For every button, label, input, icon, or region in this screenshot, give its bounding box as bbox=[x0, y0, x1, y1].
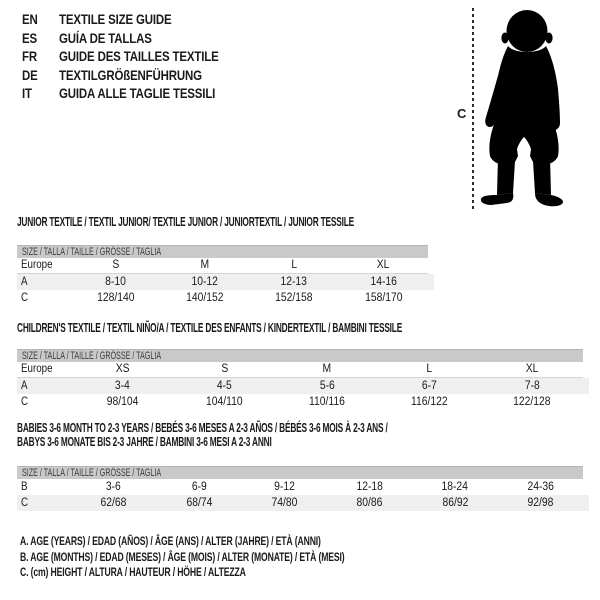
data-cell: 86/92 bbox=[442, 497, 468, 509]
language-row bbox=[22, 84, 254, 103]
data-cell: 7-8 bbox=[524, 379, 540, 392]
row-label-cell: C bbox=[21, 497, 29, 509]
table-header-row bbox=[17, 362, 583, 378]
row-label-header: Europe bbox=[21, 363, 53, 375]
language-label: GUIDE DES TAILLES TEXTILE bbox=[59, 48, 219, 65]
section-title: JUNIOR TEXTILE / TEXTIL JUNIOR/ TEXTILE JUNIOR / JUNIORTEXTIL / JUNIOR TESSILE bbox=[17, 214, 354, 229]
column-header: M bbox=[322, 363, 332, 375]
table-header-row bbox=[17, 258, 428, 274]
size-table bbox=[17, 466, 583, 511]
data-cell: 128/140 bbox=[96, 291, 135, 304]
data-cell: 110/116 bbox=[309, 395, 345, 408]
data-cell: 68/74 bbox=[186, 497, 212, 509]
language-list bbox=[22, 10, 254, 103]
data-cell: 3-4 bbox=[114, 379, 130, 392]
column-header: S bbox=[221, 363, 229, 375]
table-row bbox=[17, 290, 428, 306]
section-title: CHILDREN'S TEXTILE / TEXTIL NIÑO/A / TEXTILE DES ENFANTS / KINDERTEXTIL / BAMBINI TESSILE bbox=[17, 320, 403, 335]
language-label: TEXTILE SIZE GUIDE bbox=[59, 11, 172, 28]
language-code: IT bbox=[22, 85, 32, 102]
table-row bbox=[17, 274, 428, 290]
data-cell: 80/86 bbox=[356, 497, 383, 509]
language-row bbox=[22, 66, 254, 85]
language-row bbox=[22, 29, 254, 48]
column-header: M bbox=[200, 259, 210, 271]
section-title: BABIES 3-6 MONTH TO 2-3 YEARS / BEBÉS 3-6 MESES A 2-3 AÑOS / BÉBÉS 3-6 MOIS À 2-3 ANS / bbox=[17, 420, 388, 435]
legend-line: C. (cm) HEIGHT / ALTURA / HAUTEUR / HÖHE / ALTEZZA bbox=[20, 565, 246, 579]
height-dashed-line bbox=[472, 8, 474, 209]
column-header: XS bbox=[115, 363, 130, 375]
size-guide-section bbox=[17, 215, 544, 306]
data-cell: 140/152 bbox=[186, 291, 224, 304]
language-row bbox=[22, 47, 254, 66]
data-cell: 8-10 bbox=[105, 275, 126, 288]
baby-silhouette-icon bbox=[477, 9, 571, 207]
row-label-cell: A bbox=[21, 275, 28, 288]
row-label-cell: B bbox=[21, 481, 28, 493]
legend-line: B. AGE (MONTHS) / EDAD (MESES) / ÂGE (MOIS) / ALTER (MONATE) / ETÀ (MESI) bbox=[20, 549, 345, 564]
size-header-bar: SIZE / TALLA / TAILLE / GRÖSSE / TAGLIA bbox=[17, 466, 583, 479]
data-cell: 9-12 bbox=[273, 481, 295, 493]
data-cell: 12-13 bbox=[280, 275, 308, 288]
row-label-cell: C bbox=[21, 291, 29, 304]
data-cell: 98/104 bbox=[106, 395, 139, 408]
data-cell: 152/158 bbox=[275, 291, 313, 304]
data-cell: 3-6 bbox=[106, 481, 122, 493]
data-cell: 4-5 bbox=[217, 379, 233, 392]
language-row bbox=[22, 10, 254, 29]
data-cell: 14-16 bbox=[370, 275, 397, 288]
column-header: XL bbox=[525, 363, 539, 375]
language-label: TEXTILGRÖßENFÜHRUNG bbox=[59, 66, 202, 83]
row-label-cell: C bbox=[21, 395, 29, 408]
data-cell: 158/170 bbox=[364, 291, 403, 304]
data-cell: 92/98 bbox=[527, 497, 554, 509]
language-label: GUIDA ALLE TAGLIE TESSILI bbox=[59, 85, 216, 102]
table-row bbox=[17, 378, 583, 394]
legend bbox=[20, 534, 471, 581]
language-code: FR bbox=[22, 48, 37, 65]
data-cell: 6-9 bbox=[191, 481, 207, 493]
data-cell: 12-18 bbox=[356, 481, 383, 493]
data-cell: 104/110 bbox=[206, 395, 243, 408]
column-header: L bbox=[291, 259, 298, 271]
size-table bbox=[17, 245, 428, 306]
size-header-bar: SIZE / TALLA / TAILLE / GRÖSSE / TAGLIA bbox=[17, 349, 583, 362]
row-label-cell: A bbox=[21, 379, 28, 392]
data-cell: 74/80 bbox=[271, 497, 298, 509]
data-cell: 62/68 bbox=[100, 497, 127, 509]
table-row bbox=[17, 479, 583, 495]
section-title: BABYS 3-6 MONATE BIS 2-3 JAHRE / BAMBINI 3-6 MESI A 2-3 ANNI bbox=[17, 433, 272, 449]
legend-line: A. AGE (YEARS) / EDAD (AÑOS) / ÂGE (ANS) / ALTER (JAHRE) / ETÀ (ANNI) bbox=[20, 534, 321, 548]
data-cell: 24-36 bbox=[527, 481, 554, 493]
row-label-header: Europe bbox=[21, 259, 53, 271]
height-label-c: C bbox=[457, 106, 467, 121]
data-cell: 18-24 bbox=[441, 481, 469, 493]
table-row bbox=[17, 495, 583, 511]
data-cell: 116/122 bbox=[411, 395, 448, 408]
table-row bbox=[17, 394, 583, 410]
column-header: S bbox=[112, 259, 120, 271]
column-header: XL bbox=[377, 259, 390, 271]
size-guide-section bbox=[17, 321, 600, 410]
data-cell: 10-12 bbox=[191, 275, 219, 288]
language-label: GUÍA DE TALLAS bbox=[59, 29, 152, 46]
size-header-bar: SIZE / TALLA / TAILLE / GRÖSSE / TAGLIA bbox=[17, 245, 428, 258]
column-header: L bbox=[426, 363, 433, 375]
size-guide-section bbox=[17, 421, 596, 511]
language-code: ES bbox=[22, 29, 37, 46]
language-code: EN bbox=[22, 11, 38, 28]
size-table bbox=[17, 349, 583, 410]
data-cell: 5-6 bbox=[319, 379, 335, 392]
data-cell: 122/128 bbox=[513, 395, 551, 408]
data-cell: 6-7 bbox=[421, 379, 437, 392]
language-code: DE bbox=[22, 66, 38, 83]
